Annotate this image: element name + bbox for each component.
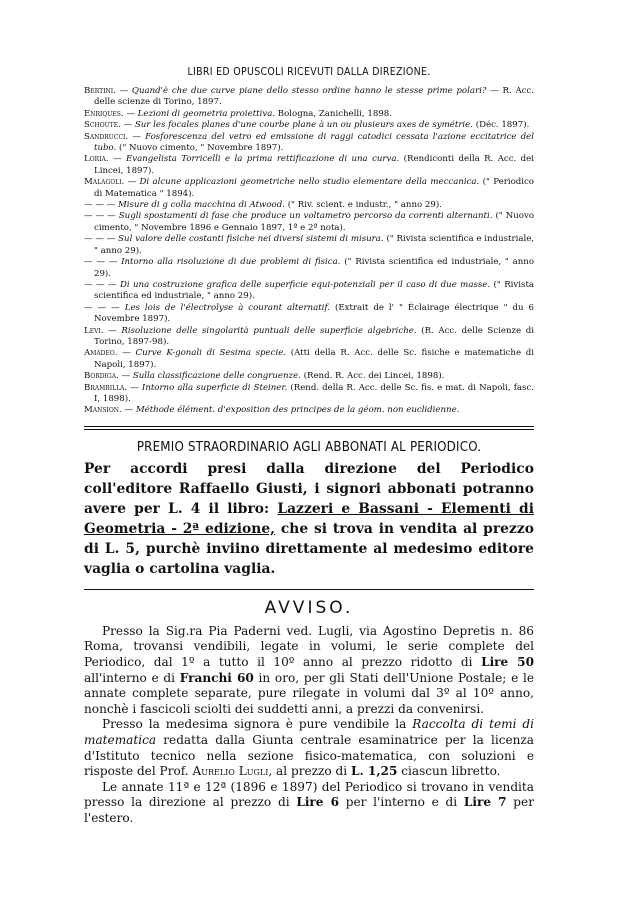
entry-source: (R. Acc. delle Scienze di Torino, 1897-98). <box>94 325 534 347</box>
entry-author: Sandrucci. <box>84 131 129 142</box>
entry-title: Sur les focales planes d'une courbe plane à un ou plusieurs axes de symétrie. <box>134 120 473 131</box>
entry-source: (Rendiconti della R. Acc. dei Lincei, 1897). <box>94 154 535 176</box>
price: L. 1,25 <box>350 764 398 779</box>
avviso-text: per l'interno e di <box>339 795 464 810</box>
price: Lire 50 <box>481 654 534 669</box>
reference-entry: Malagoli. — Di alcune applicazioni geometriche nello studio elementare della meccanica. (" Periodico di Matematica " 1894). <box>84 177 534 199</box>
avviso-body <box>84 624 534 827</box>
entry-author: — — <box>84 211 105 222</box>
entry-source: (" Rivista scientifica e industriale, " anno 29). <box>94 234 535 256</box>
author-name: Aurelio Lugli <box>192 764 269 779</box>
entry-author: Malagoli. <box>84 177 125 188</box>
reference-entry: Mansion. — Méthode élément. d'exposition des principes de la géom. non euclidienne. <box>84 405 460 416</box>
reference-entry: Levi. — Risoluzione delle singolarità puntuali delle superficie algebriche. (R. Acc. delle Scienze di Torino, 1897-98). <box>84 325 534 347</box>
reference-entry: — — — Intorno alla risoluzione di due problemi di fisica. (" Rivista scientifica ed industriale, " anno 29). <box>84 257 535 279</box>
entry-title: Quand'è che due curve piane dello stesso ordine hanno le stesse prime polari? <box>131 86 487 96</box>
price: Lire 6 <box>296 795 339 810</box>
entry-title: Misure di g colla macchina di Atwood. <box>117 200 285 211</box>
avviso-paragraph <box>84 717 534 779</box>
entry-title: Lezioni di geometria proiettiva. <box>137 108 276 119</box>
entry-author: — — <box>84 234 104 245</box>
entry-author: Mansion. <box>84 405 122 416</box>
avviso-text: all'interno e di <box>84 670 180 685</box>
premio-body <box>84 459 534 579</box>
entry-source: (" Riv. scient. e industr., " anno 29). <box>287 200 442 211</box>
entry-source: (Atti della R. Acc. delle Sc. fisiche e matematiche di Napoli, 1897). <box>94 348 534 370</box>
reference-entry: Loria. — Evangelista Torricelli e la prima rettificazione di una curva. (Rendiconti della R. Acc. dei Lincei, 1897). <box>84 154 535 176</box>
reference-entry: Amadeo. — Curve K-gonali di Sesima specie. (Atti della R. Acc. delle Sc. fisiche e matematiche di Napoli, 1897). <box>84 348 534 370</box>
avviso-text: in oro, per gli Stati dell'Unione Postale; e le annate complete separate, pure rilegate in volumi dal 3º al 10º anno, nonchè i fascicoli sciolti dei suddetti anni, a prezzi da convenirsi. <box>84 670 534 716</box>
reference-entry: Schoute. — Sur les focales planes d'une courbe plane à un ou plusieurs axes de symétrie. (Déc. 1897). <box>84 120 530 131</box>
reference-entry: — — — Sugli spostamenti di fase che produce un voltametro percorso da correnti alternanti. (" Nuovo cimento, " Novembre 1896 e Gennaio 1897, 1ª e 2ª nota). <box>84 211 535 233</box>
entry-source: Bologna, Zanichelli, 1898. <box>277 108 392 119</box>
book-title: Raccolta di temi di matematica <box>84 717 534 747</box>
section-divider <box>84 426 534 430</box>
entry-source: (Déc. 1897). <box>475 120 530 131</box>
reference-entry: — — — Sul valore delle costanti fisiche nei diversi sistemi di misura. (" Rivista scientifica e industriale, " anno 29). <box>84 234 535 256</box>
avviso-text: Le annate 11ª e 12ª (1896 e 1897) del Periodico si trovano in vendita presso la direzione al prezzo di <box>84 779 534 810</box>
entry-author: Levi. <box>84 325 104 336</box>
entry-source: (" Rivista scientifica ed industriale, " anno 29). <box>94 257 535 279</box>
avviso-paragraph <box>84 780 534 827</box>
entry-author: — — <box>84 200 104 211</box>
premio-heading: PREMIO STRAORDINARIO AGLI ABBONATI AL PERIODICO. <box>136 439 482 455</box>
section-divider <box>84 589 534 590</box>
entry-title: Risoluzione delle singolarità puntuali delle superficie algebriche. <box>121 325 417 336</box>
avviso-text: Presso la medesima signora è pure vendibile la <box>102 717 413 732</box>
avviso-text: redatta dalla Giunta centrale esaminatrice per la licenza d'Istituto tecnico nella sezione fisico-matematica, con soluzioni e risposte del Prof. <box>84 732 534 779</box>
price: Lire 7 <box>463 795 507 810</box>
entry-title: Méthode élément. d'exposition des principes de la géom. non euclidienne. <box>135 405 460 416</box>
entry-title: Intorno alla risoluzione di due problemi di fisica. <box>121 257 341 268</box>
books-received-heading: LIBRI ED OPUSCOLI RICEVUTI DALLA DIREZIONE. <box>187 66 431 78</box>
reference-entry: Brambilla. — Intorno alla superficie di Steiner. (Rend. della R. Acc. delle Sc. fis. e mat. di Napoli, fasc. I, 1898). <box>84 382 535 404</box>
entry-title: Evangelista Torricelli e la prima rettificazione di una curva. <box>126 154 400 165</box>
reference-entry: — — — Di una costruzione grafica delle superficie equi-potenziali per il caso di due masse. (" Rivista scientifica ed industriale, " anno 29). <box>84 279 535 302</box>
avviso-text: Presso la Sig.ra Pia Paderni ved. Lugli, via Agostino Depretis n. 86 Roma, trovansi vendibili, legate in volumi, le serie complete del Periodico, dal 1º a tutto il 10º anno al prezzo ridotto di <box>84 623 534 669</box>
reference-list <box>84 86 534 417</box>
entry-author: Amadeo. <box>84 348 118 359</box>
reference-entry: Bordiga. — Sulla classificazione delle congruenze. (Rend. R. Acc. dei Lincei, 1898). <box>84 371 445 382</box>
reference-entry: Enriques. — Lezioni di geometria proiettiva. Bologna, Zanichelli, 1898. <box>84 108 392 119</box>
entry-author: Loria. <box>84 154 109 165</box>
premio-text: Per accordi presi dalla direzione del Periodico coll'editore Raffaello Giusti, i signori abbonati potranno avere per L. 4 il libro: <box>84 460 534 517</box>
entry-source: R. Acc. delle scienze di Torino, 1897. <box>94 86 535 108</box>
entry-source: (Extrait de l' " Éclairage électrique " du 6 Novembre 1897). <box>94 302 534 325</box>
entry-author: Bordiga. <box>84 371 119 382</box>
price: Franchi 60 <box>179 670 254 685</box>
entry-author: — — <box>84 302 107 313</box>
entry-title: Di alcune applicazioni geometriche nello studio elementare della meccanica. <box>139 177 480 188</box>
entry-title: Di una costruzione grafica delle superficie equi-potenziali per il caso di due masse. <box>119 279 491 290</box>
reference-entry: Bertini. — Quand'è che due curve piane dello stesso ordine hanno le stesse prime polari? — R. Acc. delle scienze di Torino, 1897. <box>84 86 535 108</box>
entry-title: Curve K-gonali di Sesima specie. <box>135 348 287 359</box>
premio-text: che si trova in vendita al prezzo di L. 5, purchè inviino direttamente al medesimo editore vaglia o cartolina vaglia. <box>84 520 535 577</box>
entry-author: Brambilla. <box>84 382 128 393</box>
entry-title: Sugli spostamenti di fase che produce un voltametro percorso da correnti alternanti. <box>118 211 493 222</box>
entry-author: — — <box>84 279 105 290</box>
entry-title: Fosforescenza del vetro ed emissione di raggi catodici cessata l'azione eccitatrice del tubo. <box>94 131 534 154</box>
avviso-text: , al prezzo di <box>268 764 351 779</box>
entry-source: (Rend. R. Acc. dei Lincei, 1898). <box>303 371 445 382</box>
avviso-paragraph <box>84 624 534 718</box>
entry-author: Enriques. <box>84 108 124 119</box>
reference-entry: — — — Les lois de l'électrolyse à courant alternatif. (Extrait de l' " Éclairage électrique " du 6 Novembre 1897). <box>84 302 534 325</box>
reference-entry: — — — Misure di g colla macchina di Atwood. (" Riv. scient. e industr., " anno 29). <box>84 200 442 211</box>
entry-source: (" Nuovo cimento, " Novembre 1896 e Gennaio 1897, 1ª e 2ª nota). <box>94 211 535 233</box>
entry-author: — — <box>84 257 105 268</box>
avviso-heading: AVVISO. <box>264 597 354 618</box>
entry-author: Schoute. <box>84 120 121 131</box>
entry-source: (" Periodico di Matematica " 1894). <box>94 177 534 199</box>
avviso-text: per l'estero. <box>84 795 534 825</box>
premio-book-title: Lazzeri e Bassani - Elementi di Geometria - 2ª edizione, <box>84 500 535 537</box>
entry-title: Sul valore delle costanti fisiche nei diversi sistemi di misura. <box>118 234 384 245</box>
page <box>84 66 534 827</box>
entry-author: Bertini. <box>84 86 116 96</box>
entry-title: Sulla classificazione delle congruenze. <box>132 371 301 382</box>
entry-title: Les lois de l'électrolyse à courant alternatif. <box>124 302 331 313</box>
entry-source: (Rend. della R. Acc. delle Sc. fis. e mat. di Napoli, fasc. I, 1898). <box>94 382 535 404</box>
avviso-text: ciascun libretto. <box>397 764 501 779</box>
reference-entry: Sandrucci. — Fosforescenza del vetro ed emissione di raggi catodici cessata l'azione eccitatrice del tubo. (" Nuovo cimento, " Novembre 1897). <box>84 131 534 154</box>
entry-title: Intorno alla superficie di Steiner. <box>141 382 288 393</box>
entry-source: (" Nuovo cimento, " Novembre 1897). <box>118 143 284 154</box>
entry-source: (" Rivista scientifica ed industriale, " anno 29). <box>94 279 535 302</box>
